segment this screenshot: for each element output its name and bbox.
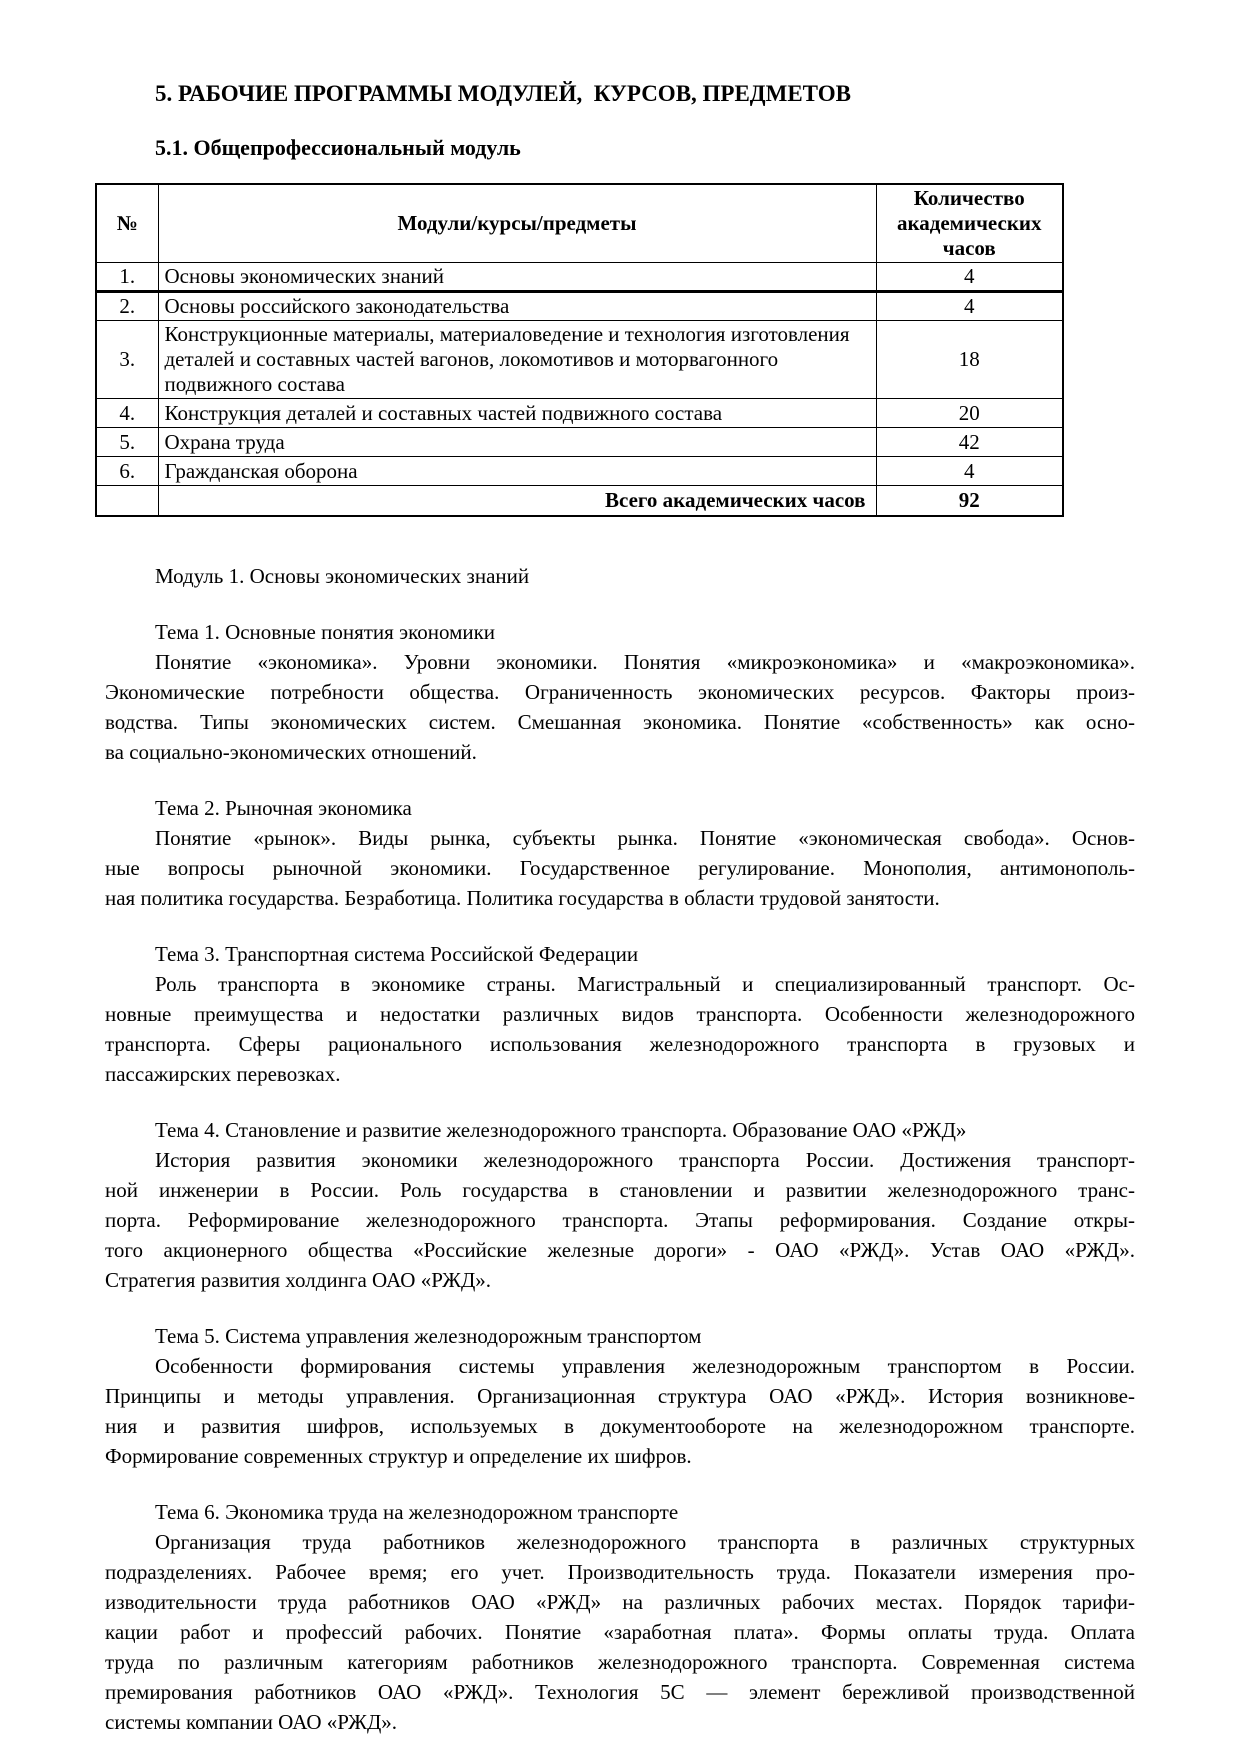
row-num: 1. <box>96 263 158 292</box>
hours-table <box>95 183 1064 517</box>
row-hours: 4 <box>876 263 1063 292</box>
paragraph-line: Роль транспорта в экономике страны. Магистральный и специализированный транспорт. Ос- <box>155 971 1135 996</box>
topic-heading: Тема 6. Экономика труда на железнодорожном транспорте <box>155 1499 679 1524</box>
row-num: 3. <box>96 321 158 399</box>
paragraph-line: Организация труда работников железнодорожного транспорта в различных структурных <box>155 1529 1135 1554</box>
table-total-row <box>96 486 1063 516</box>
topic-section-5 <box>105 1321 1135 1471</box>
row-subject: Основы российского законодательства <box>158 292 876 321</box>
topic-heading: Тема 2. Рыночная экономика <box>155 795 412 820</box>
paragraph-line: Формирование современных структур и определение их шифров. <box>105 1443 692 1468</box>
table-header-row <box>96 184 1063 263</box>
paragraph-line: кации работ и профессий рабочих. Понятие «заработная плата». Формы оплаты труда. Оплата <box>105 1619 1135 1644</box>
row-subject: Гражданская оборона <box>158 457 876 486</box>
row-num: 5. <box>96 428 158 457</box>
column-header-hours: Количество академических часов <box>876 184 1063 263</box>
table-row <box>96 263 1063 292</box>
topic-heading: Тема 3. Транспортная система Российской Федерации <box>155 941 639 966</box>
paragraph-line: системы компании ОАО «РЖД». <box>105 1709 398 1734</box>
paragraph-line: транспорта. Сферы рационального использования железнодорожного транспорта в грузовых и <box>105 1031 1135 1056</box>
row-subject: Конструкционные материалы, материаловедение и технология изготовления деталей и составных частей вагонов, локомотивов и моторвагонного подвижного состава <box>158 321 876 399</box>
row-hours: 4 <box>876 292 1063 321</box>
paragraph-line: Стратегия развития холдинга ОАО «РЖД». <box>105 1267 492 1292</box>
topic-section-4 <box>105 1115 1135 1295</box>
row-num: 2. <box>96 292 158 321</box>
page-title: 5. РАБОЧИЕ ПРОГРАММЫ МОДУЛЕЙ, КУРСОВ, ПРЕДМЕТОВ <box>155 81 851 106</box>
paragraph-line: История развития экономики железнодорожного транспорта России. Достижения транспорт- <box>155 1147 1135 1172</box>
paragraph-line: изводительности труда работников ОАО «РЖД» на различных рабочих местах. Порядок тарифи- <box>105 1589 1135 1614</box>
paragraph-line: ной инженерии в России. Роль государства в становлении и развитии железнодорожного транс- <box>105 1177 1135 1202</box>
paragraph-line: того акционерного общества «Российские железные дороги» - ОАО «РЖД». Устав ОАО «РЖД». <box>105 1237 1135 1262</box>
table-row <box>96 428 1063 457</box>
paragraph-line: Особенности формирования системы управления железнодорожным транспортом в России. <box>155 1353 1135 1378</box>
row-hours: 4 <box>876 457 1063 486</box>
paragraph-line: Экономические потребности общества. Ограниченность экономических ресурсов. Факторы произ- <box>105 679 1135 704</box>
total-label: Всего академических часов <box>158 486 876 516</box>
topic-section-2 <box>105 793 1135 913</box>
paragraph-line: порта. Реформирование железнодорожного транспорта. Этапы реформирования. Создание откры- <box>105 1207 1135 1232</box>
total-hours: 92 <box>876 486 1063 516</box>
table-row <box>96 321 1063 399</box>
row-num: 6. <box>96 457 158 486</box>
topic-heading: Тема 1. Основные понятия экономики <box>155 619 496 644</box>
paragraph-line: ная политика государства. Безработица. Политика государства в области трудовой занятости. <box>105 885 940 910</box>
paragraph-line: пассажирских перевозках. <box>105 1061 341 1086</box>
paragraph-line: труда по различным категориям работников железнодорожного транспорта. Современная система <box>105 1649 1135 1674</box>
module-title: Модуль 1. Основы экономических знаний <box>155 563 530 588</box>
column-header-subject: Модули/курсы/предметы <box>158 184 876 263</box>
topic-section-6 <box>105 1497 1135 1737</box>
row-num: 4. <box>96 399 158 428</box>
row-hours: 20 <box>876 399 1063 428</box>
paragraph-line: премирования работников ОАО «РЖД». Технология 5С — элемент бережливой производственной <box>105 1679 1135 1704</box>
paragraph-line: новные преимущества и недостатки различных видов транспорта. Особенности железнодорожного <box>105 1001 1135 1026</box>
row-subject: Основы экономических знаний <box>158 263 876 292</box>
paragraph-line: ва социально-экономических отношений. <box>105 739 477 764</box>
paragraph-line: Принципы и методы управления. Организационная структура ОАО «РЖД». История возникнове- <box>105 1383 1135 1408</box>
topic-section-3 <box>105 939 1135 1089</box>
column-header-num: № <box>96 184 158 263</box>
topic-section-1 <box>105 617 1135 767</box>
row-subject: Конструкция деталей и составных частей подвижного состава <box>158 399 876 428</box>
total-empty-cell <box>96 486 158 516</box>
paragraph-line: ные вопросы рыночной экономики. Государственное регулирование. Монополия, антимонополь- <box>105 855 1135 880</box>
table-row <box>96 292 1063 321</box>
paragraph-line: ния и развития шифров, используемых в документообороте на железнодорожном транспорте. <box>105 1413 1135 1438</box>
row-subject: Охрана труда <box>158 428 876 457</box>
table-row <box>96 457 1063 486</box>
row-hours: 42 <box>876 428 1063 457</box>
paragraph-line: подразделениях. Рабочее время; его учет. Производительность труда. Показатели измерения про- <box>105 1559 1135 1584</box>
paragraph-line: Понятие «экономика». Уровни экономики. Понятия «микроэкономика» и «макроэкономика». <box>155 649 1135 674</box>
section-subtitle: 5.1. Общепрофессиональный модуль <box>155 135 521 160</box>
paragraph-line: водства. Типы экономических систем. Смешанная экономика. Понятие «собственность» как осно- <box>105 709 1135 734</box>
table-row <box>96 399 1063 428</box>
paragraph-line: Понятие «рынок». Виды рынка, субъекты рынка. Понятие «экономическая свобода». Основ- <box>155 825 1135 850</box>
topic-heading: Тема 5. Система управления железнодорожным транспортом <box>155 1323 702 1348</box>
row-hours: 18 <box>876 321 1063 399</box>
topic-heading: Тема 4. Становление и развитие железнодорожного транспорта. Образование ОАО «РЖД» <box>155 1117 967 1142</box>
